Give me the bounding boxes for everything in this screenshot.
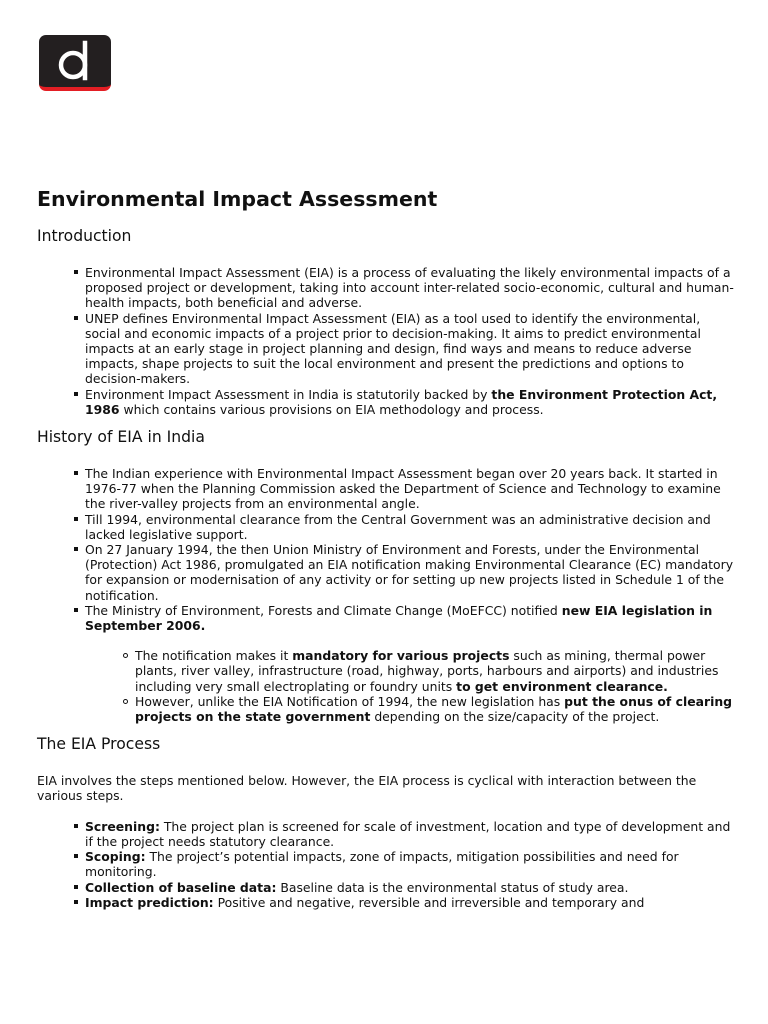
list-item: Environmental Impact Assessment (EIA) is a process of evaluating the likely environmental impacts of a proposed project or development, taking into account inter-related socio-economic, cultural and human-health impacts, both beneficial and adverse. <box>85 265 737 311</box>
document-body <box>37 186 737 910</box>
section-heading-introduction: Introduction <box>37 227 132 245</box>
list-item: Till 1994, environmental clearance from the Central Government was an administrative decision and lacked legislative support. <box>85 512 737 542</box>
introduction-list <box>37 265 737 417</box>
list-item: Screening: The project plan is screened for scale of investment, location and type of development and if the project needs statutory clearance. <box>85 819 737 849</box>
list-item: Environment Impact Assessment in India is statutorily backed by the Environment Protection Act, 1986 which contains various provisions on EIA methodology and process. <box>85 387 737 417</box>
list-item: However, unlike the EIA Notification of 1994, the new legislation has put the onus of clearing projects on the state government depending on the size/capacity of the project. <box>135 694 737 724</box>
section-heading-process: The EIA Process <box>37 735 161 754</box>
process-intro-paragraph: EIA involves the steps mentioned below. However, the EIA process is cyclical with interaction between the various steps. <box>37 773 697 804</box>
history-sublist <box>85 648 737 724</box>
history-list <box>37 466 737 724</box>
process-list <box>37 819 737 910</box>
list-item: Impact prediction: Positive and negative, reversible and irreversible and temporary and <box>85 895 737 910</box>
list-item: On 27 January 1994, the then Union Ministry of Environment and Forests, under the Environmental (Protection) Act 1986, promulgated an EIA notification making Environmental Clearance (EC) mandatory for expansion or modernisation of any activity or for setting up new projects listed in Schedule 1 of the notification. <box>85 542 737 603</box>
section-heading-history: History of EIA in India <box>37 428 205 447</box>
list-item: The Ministry of Environment, Forests and Climate Change (MoEFCC) notified new EIA legislation in September 2006. The notification makes it mandatory for various projects such as mining, thermal power plants, river valley, infrastructure (road, highway, ports, harbours and airports) and industries including very small electroplating or foundry units to get environment clearance. However, unlike the EIA Notification of 1994, the new legislation has put the onus of clearing projects on the state government depending on the size/capacity of the project. <box>85 603 737 724</box>
list-item: The notification makes it mandatory for various projects such as mining, thermal power plants, river valley, infrastructure (road, highway, ports, harbours and airports) and industries including very small electroplating or foundry units to get environment clearance. <box>135 648 737 694</box>
d-letter-logo-icon <box>39 35 111 91</box>
page-title: Environmental Impact Assessment <box>37 187 438 211</box>
list-item: The Indian experience with Environmental Impact Assessment began over 20 years back. It started in 1976-77 when the Planning Commission asked the Department of Science and Technology to examine the river-valley projects from an environmental angle. <box>85 466 737 512</box>
list-item: Collection of baseline data: Baseline data is the environmental status of study area. <box>85 880 737 895</box>
list-item: Scoping: The project’s potential impacts, zone of impacts, mitigation possibilities and need for monitoring. <box>85 849 737 879</box>
list-item: UNEP defines Environmental Impact Assessment (EIA) as a tool used to identify the environmental, social and economic impacts of a project prior to decision-making. It aims to predict environmental impacts at an early stage in project planning and design, find ways and means to reduce adverse impacts, shape projects to suit the local environment and present the predictions and options to decision-makers. <box>85 311 737 387</box>
